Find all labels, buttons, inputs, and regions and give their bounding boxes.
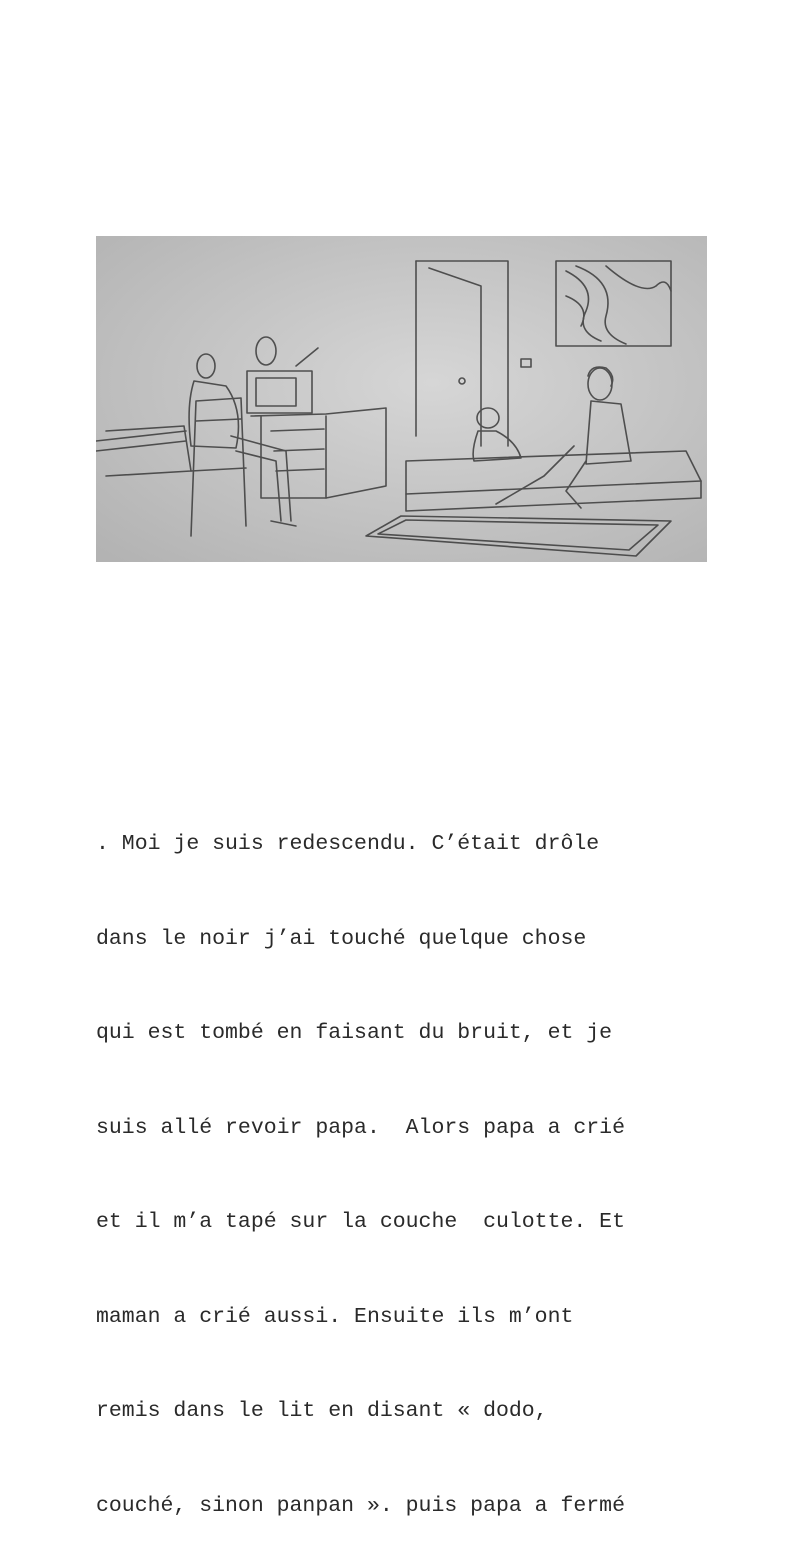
text-line: suis allé revoir papa. Alors papa a crié [96,1115,625,1140]
text-line: dans le noir j’ai touché quelque chose [96,926,587,951]
text-line: qui est tombé en faisant du bruit, et je [96,1021,613,1045]
text-line: et il m’a tapé sur la couche culotte. Et [96,1210,625,1234]
text-line: . Moi je suis redescendu. C’était drôle [96,832,600,856]
text-line: couché, sinon panpan ». puis papa a fermé [96,1493,625,1518]
text-line: remis dans le lit en disant « dodo, [96,1399,548,1423]
living-room-sketch-icon [96,236,707,562]
sketch-illustration [96,236,707,562]
story-text [96,766,736,1554]
text-line: maman a crié aussi. Ensuite ils m’ont [96,1304,574,1329]
